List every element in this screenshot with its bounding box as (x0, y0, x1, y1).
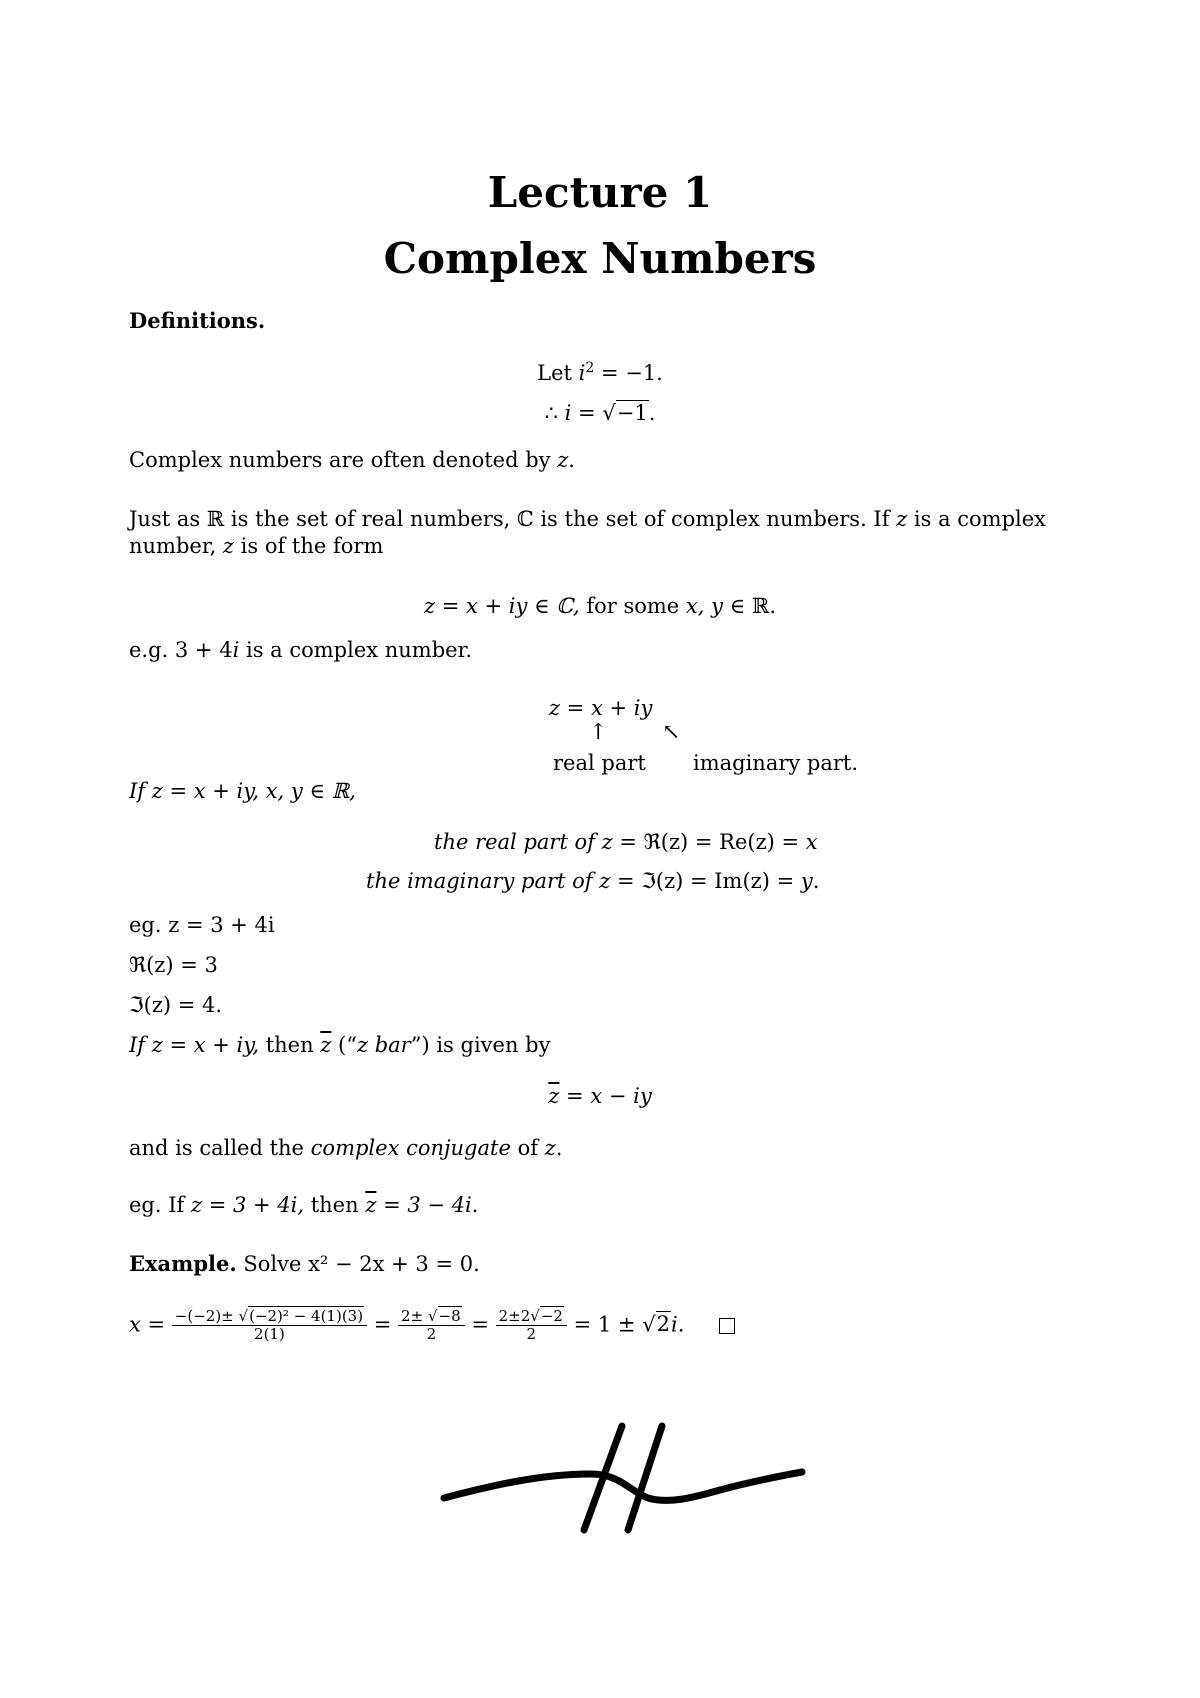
definitions-heading: Definitions. (129, 308, 266, 333)
conjugate-example: eg. If z = 3 + 4i, then $\overline{z} = 3 - 4i$. (129, 1193, 479, 1217)
real-part-label: real part (553, 751, 646, 775)
imaginary-part-definition: the imaginary part of z = ℑ(z) = Im(z) = y. (366, 869, 820, 893)
fraction-3: $\frac{2\pm 2√-2}{2}$ (496, 1308, 567, 1344)
conjugate-intro: If z = x + iy, then $\overline{z}$ (“z bar”) is given by (129, 1033, 551, 1057)
definition-i-squared: Let $i^2 = -1$. (537, 360, 663, 385)
conjugate-equation: $\overline{z} = x$ − iy (548, 1084, 652, 1108)
denoted-sentence: Complex numbers are often denoted by z. (129, 448, 575, 472)
complex-set-paragraph: Just as ℝ is the set of real numbers, ℂ is the set of complex numbers. If z is a complex number, z is of the form (129, 507, 1047, 558)
fraction-2: $\frac{2\pm √-8}{2}$ (398, 1308, 465, 1344)
eg-imag-line: ℑ(z) = 4. (129, 993, 223, 1017)
fraction-1: $\frac{\text{−(−2)± √(−2)² − 4(1)(3)}}{2(1)}$ (172, 1308, 367, 1344)
definition-i-sqrt: ∴ i = √−1. (544, 401, 656, 425)
example-problem: Example. Solve x² − 2x + 3 = 0. (129, 1251, 480, 1276)
lecture-title: Lecture 1 (487, 168, 713, 217)
end-section-flourish-icon (430, 1398, 810, 1548)
diagram-equation: z = x + iy (549, 696, 653, 720)
eg-z-line: eg. z = 3 + 4i (129, 913, 275, 937)
imaginary-part-label: imaginary part. (693, 751, 859, 775)
quadratic-solution: x = $\frac{\text{−(−2)± √(−2)² − 4(1)(3)}}{2(1)}$ = $\frac{2\pm √-8}{2}$ = $\frac{2\pm 2√-2}{2}$ = 1 ± √2i. (129, 1308, 735, 1344)
complex-form-equation: z = x + iy ∈ ℂ, for some x, y ∈ ℝ. (423, 594, 776, 618)
eg-real-line: ℜ(z) = 3 (129, 953, 218, 977)
up-arrow-icon: ↑ (589, 720, 608, 745)
lecture-subtitle: Complex Numbers (383, 234, 817, 283)
qed-square-icon (719, 1318, 735, 1334)
real-part-definition: the real part of z = ℜ(z) = Re(z) = x (434, 830, 818, 854)
example-complex-number: e.g. 3 + 4i is a complex number. (129, 638, 472, 662)
diagonal-arrow-icon: ↖ (662, 720, 681, 745)
if-condition-line: If z = x + iy, x, y ∈ ℝ, (129, 779, 356, 803)
conjugate-called-sentence: and is called the complex conjugate of z. (129, 1136, 563, 1160)
